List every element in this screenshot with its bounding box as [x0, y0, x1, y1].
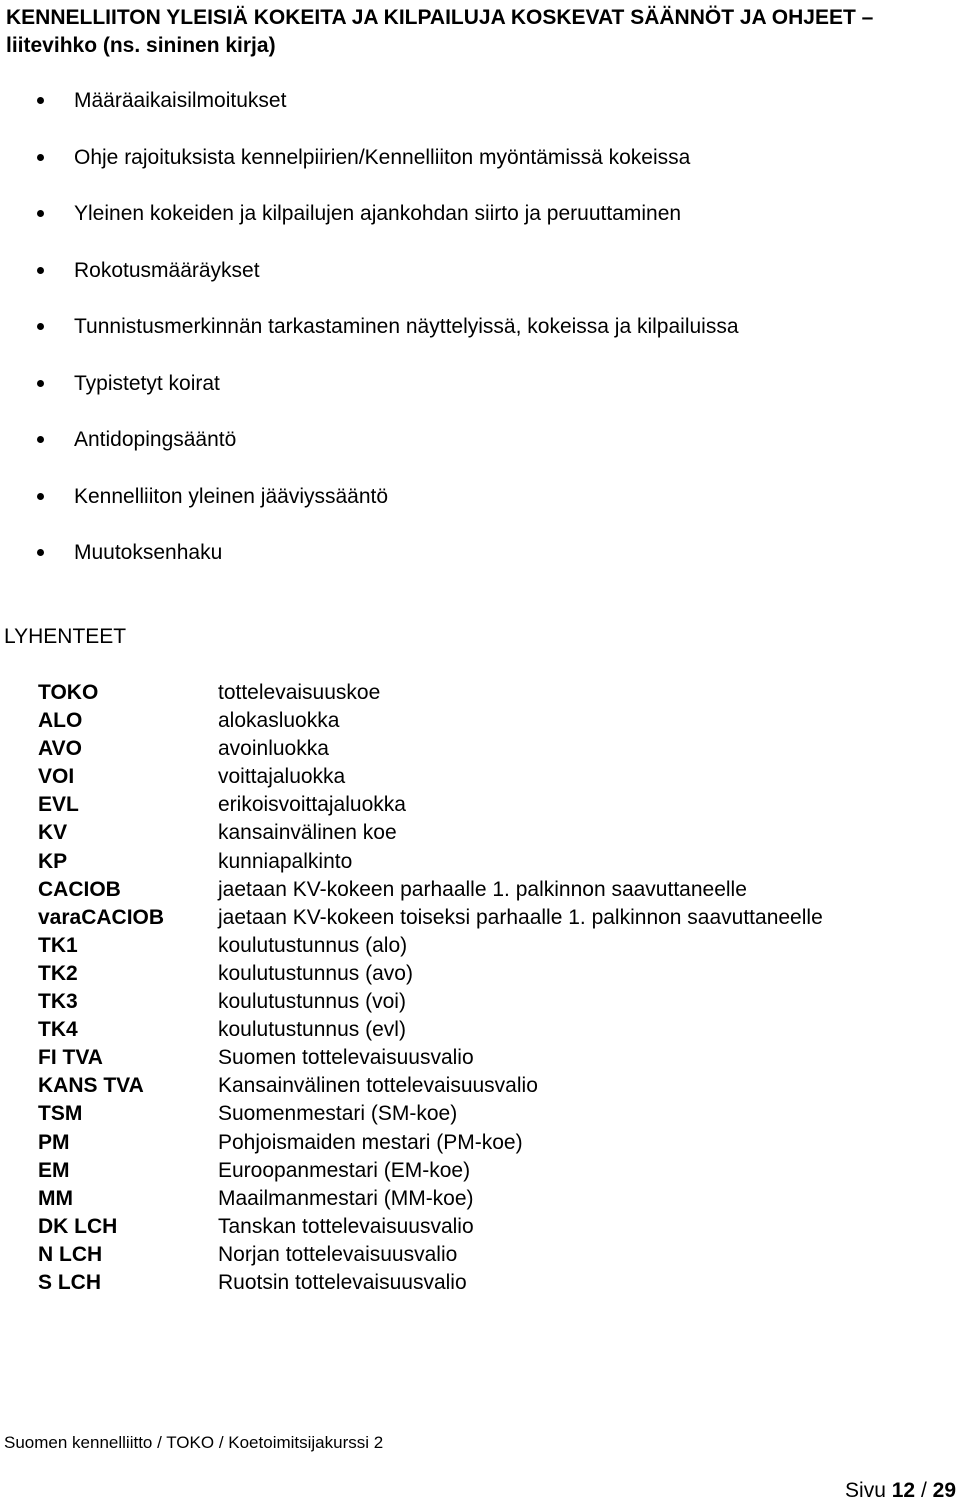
list-item-text: Tunnistusmerkinnän tarkastaminen näyttelyissä, kokeissa ja kilpailuissa [74, 315, 739, 338]
list-item-text: Kennelliiton yleinen jääviyssääntö [74, 484, 389, 508]
abbreviation-code: EM [38, 1158, 70, 1182]
abbreviation-description: tottelevaisuuskoe [218, 681, 381, 704]
abbreviation-description: Maailmanmestari (MM-koe) [218, 1186, 474, 1210]
abbreviation-description: jaetaan KV-kokeen toiseksi parhaalle 1. palkinnon saavuttaneelle [218, 905, 823, 929]
table-row [38, 988, 823, 1016]
abbreviation-description: avoinluokka [218, 737, 329, 761]
table-row [38, 960, 823, 988]
bullet-icon [37, 436, 44, 443]
abbreviation-description: kansainvälinen koe [218, 821, 397, 845]
bullet-icon [37, 210, 44, 217]
page-label: Sivu [845, 1479, 886, 1502]
table-row [38, 1072, 823, 1100]
abbreviations-heading: LYHENTEET [4, 625, 127, 648]
abbreviation-code: varaCACIOB [38, 905, 165, 929]
bullet-icon [37, 154, 44, 161]
list-item [0, 199, 739, 256]
abbreviation-description: Kansainvälinen tottelevaisuusvalio [218, 1074, 538, 1098]
abbreviation-code: PM [38, 1130, 70, 1154]
table-row [38, 1016, 823, 1044]
table-row [38, 819, 823, 847]
table-row [38, 735, 823, 763]
abbreviation-description: Tanskan tottelevaisuusvalio [218, 1214, 474, 1238]
abbreviation-code: TK3 [38, 990, 78, 1014]
abbreviation-code: KP [38, 849, 68, 873]
abbreviation-description: koulutustunnus (avo) [218, 961, 413, 985]
abbreviation-code: S LCH [38, 1270, 101, 1294]
list-item [0, 312, 739, 369]
abbreviation-code: CACIOB [38, 877, 121, 901]
list-item [0, 143, 739, 200]
list-item [0, 86, 739, 143]
table-row [38, 1213, 823, 1241]
abbreviation-description: koulutustunnus (alo) [218, 933, 408, 957]
abbreviation-description: erikoisvoittajaluokka [218, 793, 406, 817]
abbreviation-description: jaetaan KV-kokeen parhaalle 1. palkinnon saavuttaneelle [218, 877, 747, 901]
footer-source: Suomen kennelliitto / TOKO / Koetoimitsijakurssi 2 [4, 1433, 384, 1452]
page-number [845, 1478, 956, 1504]
abbreviation-description: kunniapalkinto [218, 849, 353, 873]
list-item-text: Yleinen kokeiden ja kilpailujen ajankohdan siirto ja peruuttaminen [74, 202, 682, 225]
abbreviation-code: EVL [38, 793, 79, 817]
table-row [38, 791, 823, 819]
table-row [38, 1269, 823, 1297]
abbreviation-code: TOKO [38, 681, 99, 704]
table-row [38, 1241, 823, 1269]
bullet-icon [37, 380, 44, 387]
abbreviation-description: Ruotsin tottelevaisuusvalio [218, 1270, 467, 1294]
table-row [38, 848, 823, 876]
abbreviation-code: AVO [38, 737, 82, 761]
list-item-text: Ohje rajoituksista kennelpiirien/Kennelliiton myöntämissä kokeissa [74, 145, 691, 169]
abbreviation-description: koulutustunnus (evl) [218, 1018, 406, 1042]
table-row [38, 1185, 823, 1213]
abbreviation-code: TSM [38, 1102, 83, 1126]
abbreviation-description: Pohjoismaiden mestari (PM-koe) [218, 1130, 523, 1154]
abbreviation-description: Norjan tottelevaisuusvalio [218, 1242, 458, 1266]
abbreviation-code: DK LCH [38, 1214, 118, 1238]
abbreviation-code: MM [38, 1186, 73, 1210]
table-row [38, 1100, 823, 1128]
abbreviation-code: TK4 [38, 1018, 78, 1042]
abbreviation-description: Suomenmestari (SM-koe) [218, 1102, 458, 1126]
page-total: 29 [932, 1479, 956, 1502]
table-row [38, 1044, 823, 1072]
bullet-icon [37, 267, 44, 274]
abbreviation-description: voittajaluokka [218, 765, 346, 789]
bullet-icon [37, 493, 44, 500]
bullet-icon [37, 97, 44, 104]
list-item [0, 425, 739, 482]
rules-list [0, 86, 739, 595]
table-row [38, 763, 823, 791]
page-current: 12 [891, 1479, 916, 1502]
table-row [38, 679, 823, 707]
abbreviation-code: TK1 [38, 933, 78, 957]
abbreviation-description: koulutustunnus (voi) [218, 990, 406, 1014]
abbreviation-description: Euroopanmestari (EM-koe) [218, 1158, 471, 1182]
abbreviation-description: Suomen tottelevaisuusvalio [218, 1046, 474, 1070]
abbreviation-code: TK2 [38, 961, 78, 985]
list-item [0, 369, 739, 426]
table-row [38, 1157, 823, 1185]
table-row [38, 904, 823, 932]
list-item-text: Typistetyt koirat [74, 371, 220, 395]
bullet-icon [37, 549, 44, 556]
abbreviation-description: alokasluokka [218, 709, 340, 733]
list-item [0, 256, 739, 313]
abbreviation-code: KV [38, 821, 68, 845]
abbreviation-code: ALO [38, 709, 83, 733]
table-row [38, 932, 823, 960]
abbreviation-code: VOI [38, 765, 75, 789]
list-item [0, 538, 739, 595]
list-item-text: Määräaikaisilmoitukset [74, 89, 287, 112]
table-row [38, 876, 823, 904]
abbreviations-table [38, 679, 823, 1297]
bullet-icon [37, 323, 44, 330]
abbreviation-code: FI TVA [38, 1046, 103, 1070]
page-separator: / [920, 1479, 927, 1502]
abbreviation-code: KANS TVA [38, 1074, 144, 1098]
abbreviation-code: N LCH [38, 1242, 103, 1266]
table-row [38, 1129, 823, 1157]
document-title: KENNELLIITON YLEISIÄ KOKEITA JA KILPAILUJA KOSKEVAT SÄÄNNÖT JA OHJEET – liitevihko (ns. sininen kirja) [6, 6, 874, 57]
table-row [38, 707, 823, 735]
list-item-text: Rokotusmääräykset [74, 258, 260, 282]
list-item-text: Antidopingsääntö [74, 428, 237, 451]
list-item-text: Muutoksenhaku [74, 541, 223, 564]
list-item [0, 482, 739, 539]
